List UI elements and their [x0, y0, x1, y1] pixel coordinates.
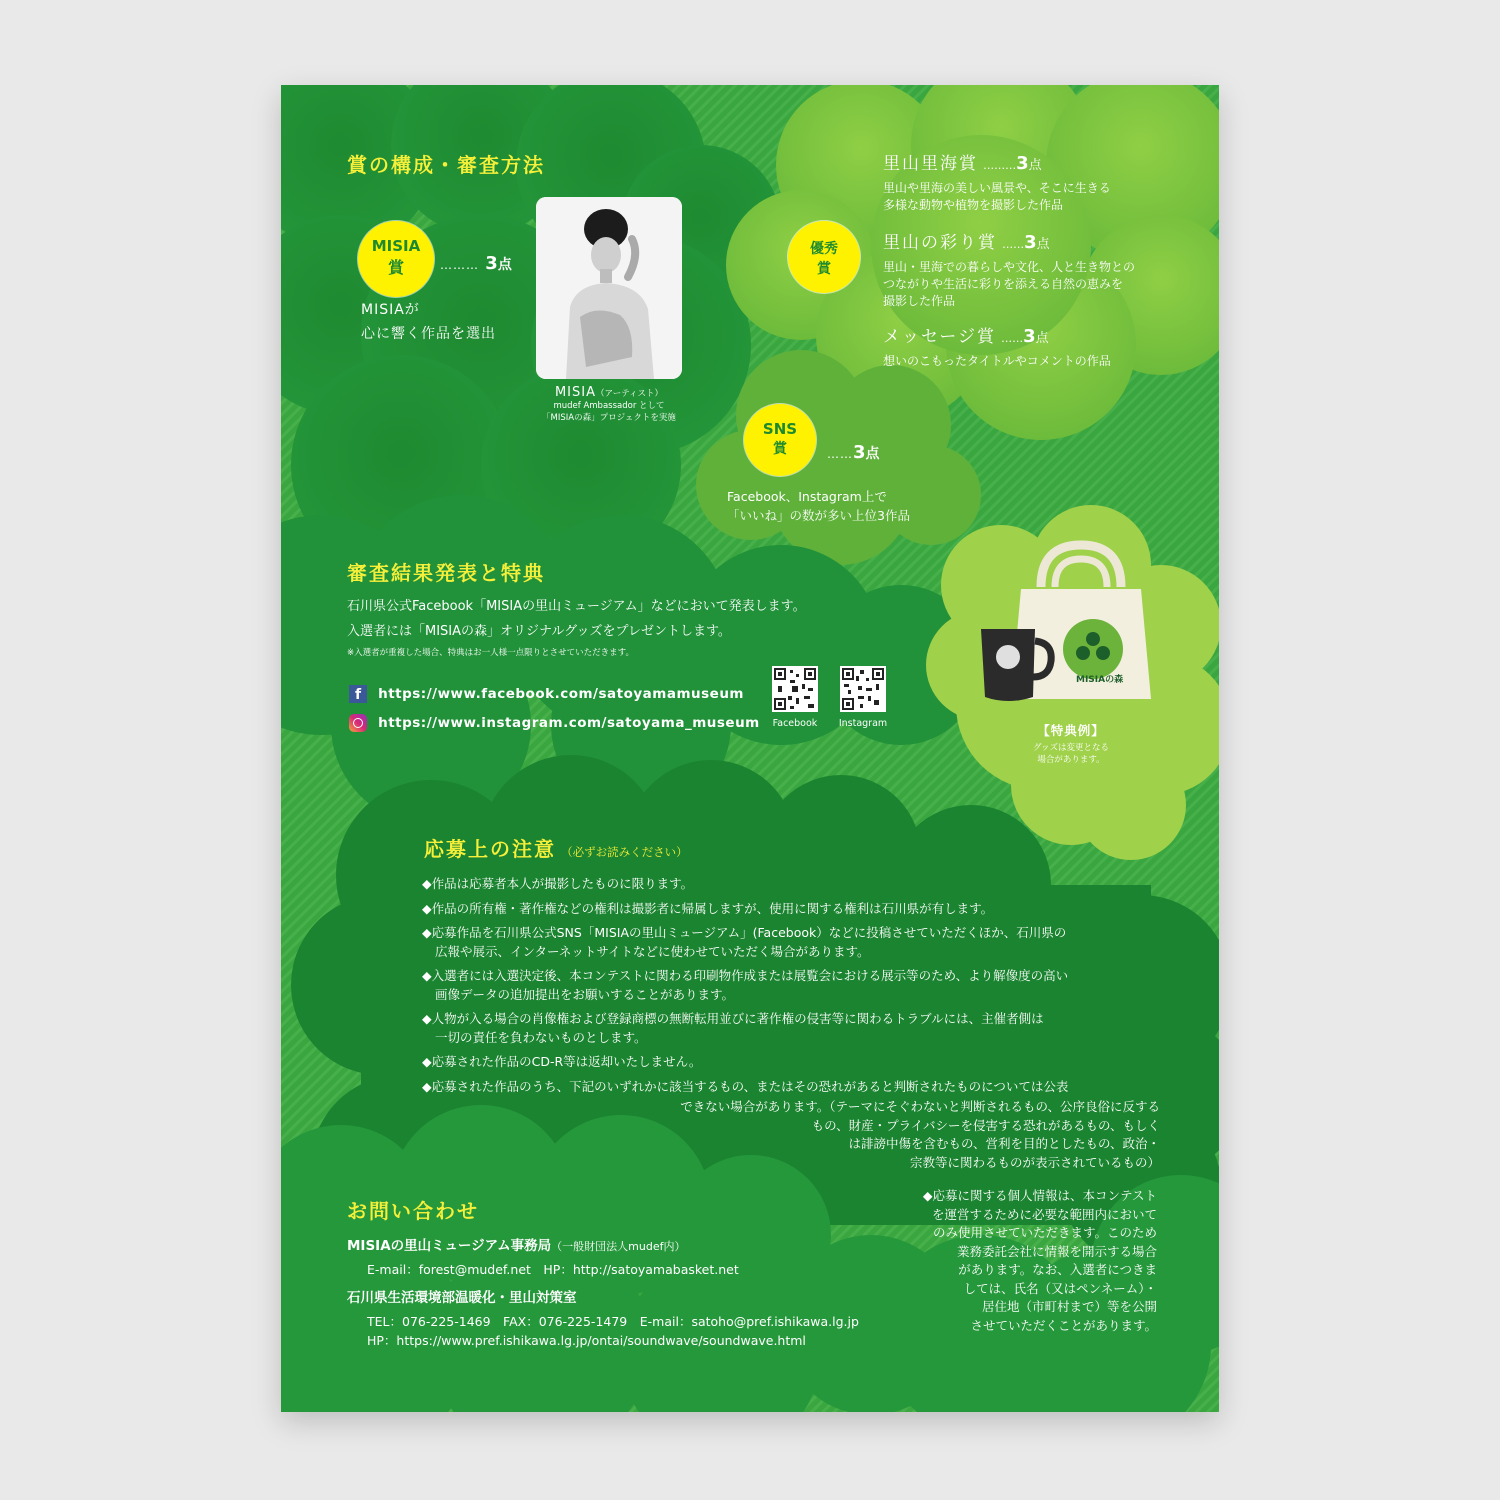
sns-award-number: 3: [853, 442, 866, 463]
results-line1: 石川県公式Facebook「MISIAの里山ミュージアム」などにおいて発表します。: [347, 599, 806, 614]
notes-subtitle: （必ずお読みください）: [561, 845, 688, 859]
sns-award-desc: [727, 487, 910, 525]
contact-org1-note: （一般財団法人mudef内）: [551, 1240, 686, 1253]
instagram-qr-code[interactable]: [840, 666, 886, 712]
instagram-link-row[interactable]: [349, 712, 760, 732]
award-desc: [883, 259, 1203, 310]
award-name: 里山里海賞: [883, 154, 978, 174]
note-item: ◆応募された作品のうち、下記のいずれかに該当するもの、またはその恐れがあると判断されたものについては公表: [422, 1078, 1069, 1094]
excellence-badge-line2: 賞: [817, 261, 831, 277]
award-count: 3: [1023, 326, 1036, 347]
section-notes-heading: [424, 833, 688, 862]
artist-caption-line1: mudef Ambassador として: [553, 401, 665, 411]
goods-illustration: [981, 537, 1161, 709]
contact-org1-details[interactable]: E-mail：forest@mudef.net HP：http://satoyamabasket.net: [367, 1262, 739, 1277]
goods-note-line1: グッズは変更となる: [1032, 743, 1110, 753]
contact-org2-name: 石川県生活環境部温暖化・里山対策室: [347, 1290, 577, 1306]
facebook-icon: f: [349, 685, 367, 703]
award-desc-line: 撮影した作品: [883, 294, 956, 308]
goods-logo-circle: [1063, 619, 1123, 679]
award-name: メッセージ賞: [883, 327, 996, 347]
artist-portrait-illustration: [536, 197, 682, 379]
excellence-awards-list: [883, 149, 1203, 370]
note-item: ◆応募作品を石川県公式SNS「MISIAの里山ミュージアム」(Facebook）などに投稿させていただくほか、石川県の 広報や展示、インターネットサイトなどに使わせていただく場合があります。: [422, 925, 1067, 959]
award-unit: 点: [1028, 158, 1042, 173]
artist-role: （アーティスト）: [595, 389, 664, 399]
contact-org1: [347, 1237, 907, 1256]
award-desc: [883, 180, 1203, 214]
section-title-awards: 賞の構成・審査方法: [347, 153, 545, 177]
artist-caption: [536, 385, 682, 424]
section-title-notes: 応募上の注意: [424, 837, 556, 861]
award-desc-line: 想いのこもったタイトルやコメントの作品: [883, 354, 1111, 368]
notes-list: [422, 875, 1162, 1172]
artist-photo: [536, 197, 682, 379]
misia-award-badge: [362, 225, 430, 293]
facebook-qr-code[interactable]: [772, 666, 818, 712]
award-dots: ………: [983, 159, 1017, 172]
instagram-url[interactable]: https://www.instagram.com/satoyama_museum: [378, 714, 760, 731]
award-count: 3: [1024, 232, 1037, 253]
excellence-badge-line1: 優秀: [810, 241, 838, 257]
award-unit: 点: [1036, 237, 1050, 252]
flyer-page: [281, 85, 1219, 1412]
sns-badge-line2: 賞: [773, 441, 787, 457]
contact-block: [347, 1237, 907, 1350]
section-title-contact: お問い合わせ: [347, 1199, 479, 1223]
misia-award-desc: [361, 298, 496, 346]
artist-name-row: [536, 385, 682, 400]
sns-award-desc-line1: Facebook、Instagram上で: [727, 489, 887, 504]
instagram-icon: [349, 714, 367, 732]
contact-org1-name: MISIAの里山ミュージアム事務局: [347, 1238, 552, 1254]
award-desc-line: つながりや生活に彩りを添える自然の恵みを: [883, 277, 1124, 291]
goods-title: 【特典例】: [1037, 723, 1105, 738]
award-desc-line: 里山や里海の美しい風景や、そこに生きる: [883, 181, 1111, 195]
award-unit: 点: [1035, 331, 1049, 346]
misia-award-unit: 点: [497, 257, 512, 273]
award-desc-line: 多様な動物や植物を撮影した作品: [883, 198, 1064, 212]
misia-award-dots: ………: [440, 258, 479, 272]
contact-org2-details[interactable]: TEL：076-225-1469 FAX：076-225-1479 E-mail：satoho@pref.ishikawa.lg.jp: [367, 1314, 859, 1329]
misia-badge-line2: 賞: [387, 258, 404, 277]
results-line2: 入選者には「MISIAの森」オリジナルグッズをプレゼントします。: [347, 624, 731, 639]
note-item: ◆作品は応募者本人が撮影したものに限ります。: [422, 876, 694, 891]
note-item: ◆入選者には入選決定後、本コンテストに関わる印刷物作成または展覧会における展示等のため、より解像度の高い 画像データの追加提出をお願いすることがあります。: [422, 968, 1069, 1002]
instagram-qr-label: Instagram: [838, 718, 888, 729]
award-item-satoyama-satoumi: [883, 149, 1203, 214]
sns-badge-line1: SNS: [762, 420, 798, 438]
note-item: ◆応募された作品のCD-R等は返却いたしません。: [422, 1054, 702, 1069]
misia-award-desc-line2: 心に響く作品を選出: [361, 326, 496, 342]
sns-award-dots: ……: [827, 447, 853, 461]
award-item-irodori: [883, 228, 1203, 310]
contact-org2-hp[interactable]: HP：https://www.pref.ishikawa.lg.jp/ontai/soundwave/soundwave.html: [367, 1333, 806, 1348]
sns-award-count: [827, 442, 880, 463]
award-desc-line: 里山・里海での暮らしや文化、人と生き物との: [883, 260, 1136, 274]
goods-logo-text: MISIAの森: [1076, 675, 1124, 685]
misia-badge-line1: MISIA: [371, 237, 421, 255]
award-name: 里山の彩り賞: [883, 233, 997, 253]
award-dots: ……: [1002, 238, 1025, 251]
facebook-qr-label: Facebook: [772, 718, 818, 729]
privacy-note: ◆応募に関する個人情報は、本コンテスト を運営するために必要な範囲内において のみ使用させていただきます。このため 業務委託会社に情報を開示する場合 があります。なお、入選者につきま しては、氏名（又はペンネーム）・ 居住地（市町村まで）等を公開 させていただくことがあります。: [922, 1188, 1157, 1333]
misia-award-desc-line1: MISIAが: [361, 302, 420, 318]
misia-award-count: [440, 253, 512, 274]
results-text: [347, 597, 907, 659]
sns-award-desc-line2: 「いいね」の数が多い上位3作品: [727, 508, 910, 523]
artist-caption-line2: 「MISIAの森」プロジェクトを実施: [542, 413, 676, 423]
artist-name: MISIA: [554, 385, 596, 400]
goods-caption: [1011, 721, 1131, 766]
facebook-url[interactable]: https://www.facebook.com/satoyamamuseum: [378, 685, 744, 702]
award-count: 3: [1016, 153, 1029, 174]
results-note: ※入選者が重複した場合、特典はお一人様一点限りとさせていただきます。: [347, 648, 634, 658]
note-item: ◆人物が入る場合の肖像権および登録商標の無断転用並びに著作権の侵害等に関わるトラブルには、主催者側は 一切の責任を負わないものとします。: [422, 1011, 1044, 1045]
note-item: ◆作品の所有権・著作権などの権利は撮影者に帰属しますが、使用に関する権利は石川県が有します。: [422, 900, 994, 916]
misia-award-number: 3: [485, 253, 498, 274]
goods-note-line2: 場合があります。: [1037, 755, 1105, 765]
excellence-award-badge: [792, 225, 856, 289]
award-desc: [883, 353, 1203, 370]
sns-award-badge: [748, 408, 812, 472]
section-title-results: 審査結果発表と特典: [347, 561, 545, 585]
facebook-link-row[interactable]: [349, 683, 744, 703]
sns-award-unit: 点: [865, 446, 880, 462]
award-item-message: [883, 322, 1203, 370]
note-item-continuation: できない場合があります。（テーマにそぐわないと判断されるもの、公序良俗に反する もの、財産・プライバシーを侵害する恐れがあるもの、もしく は誹謗中傷を含むもの、営利を目的としたもの、政治・ 宗教等に関わるものが表示されているもの）: [680, 1099, 1160, 1170]
award-dots: ……: [1001, 332, 1024, 345]
